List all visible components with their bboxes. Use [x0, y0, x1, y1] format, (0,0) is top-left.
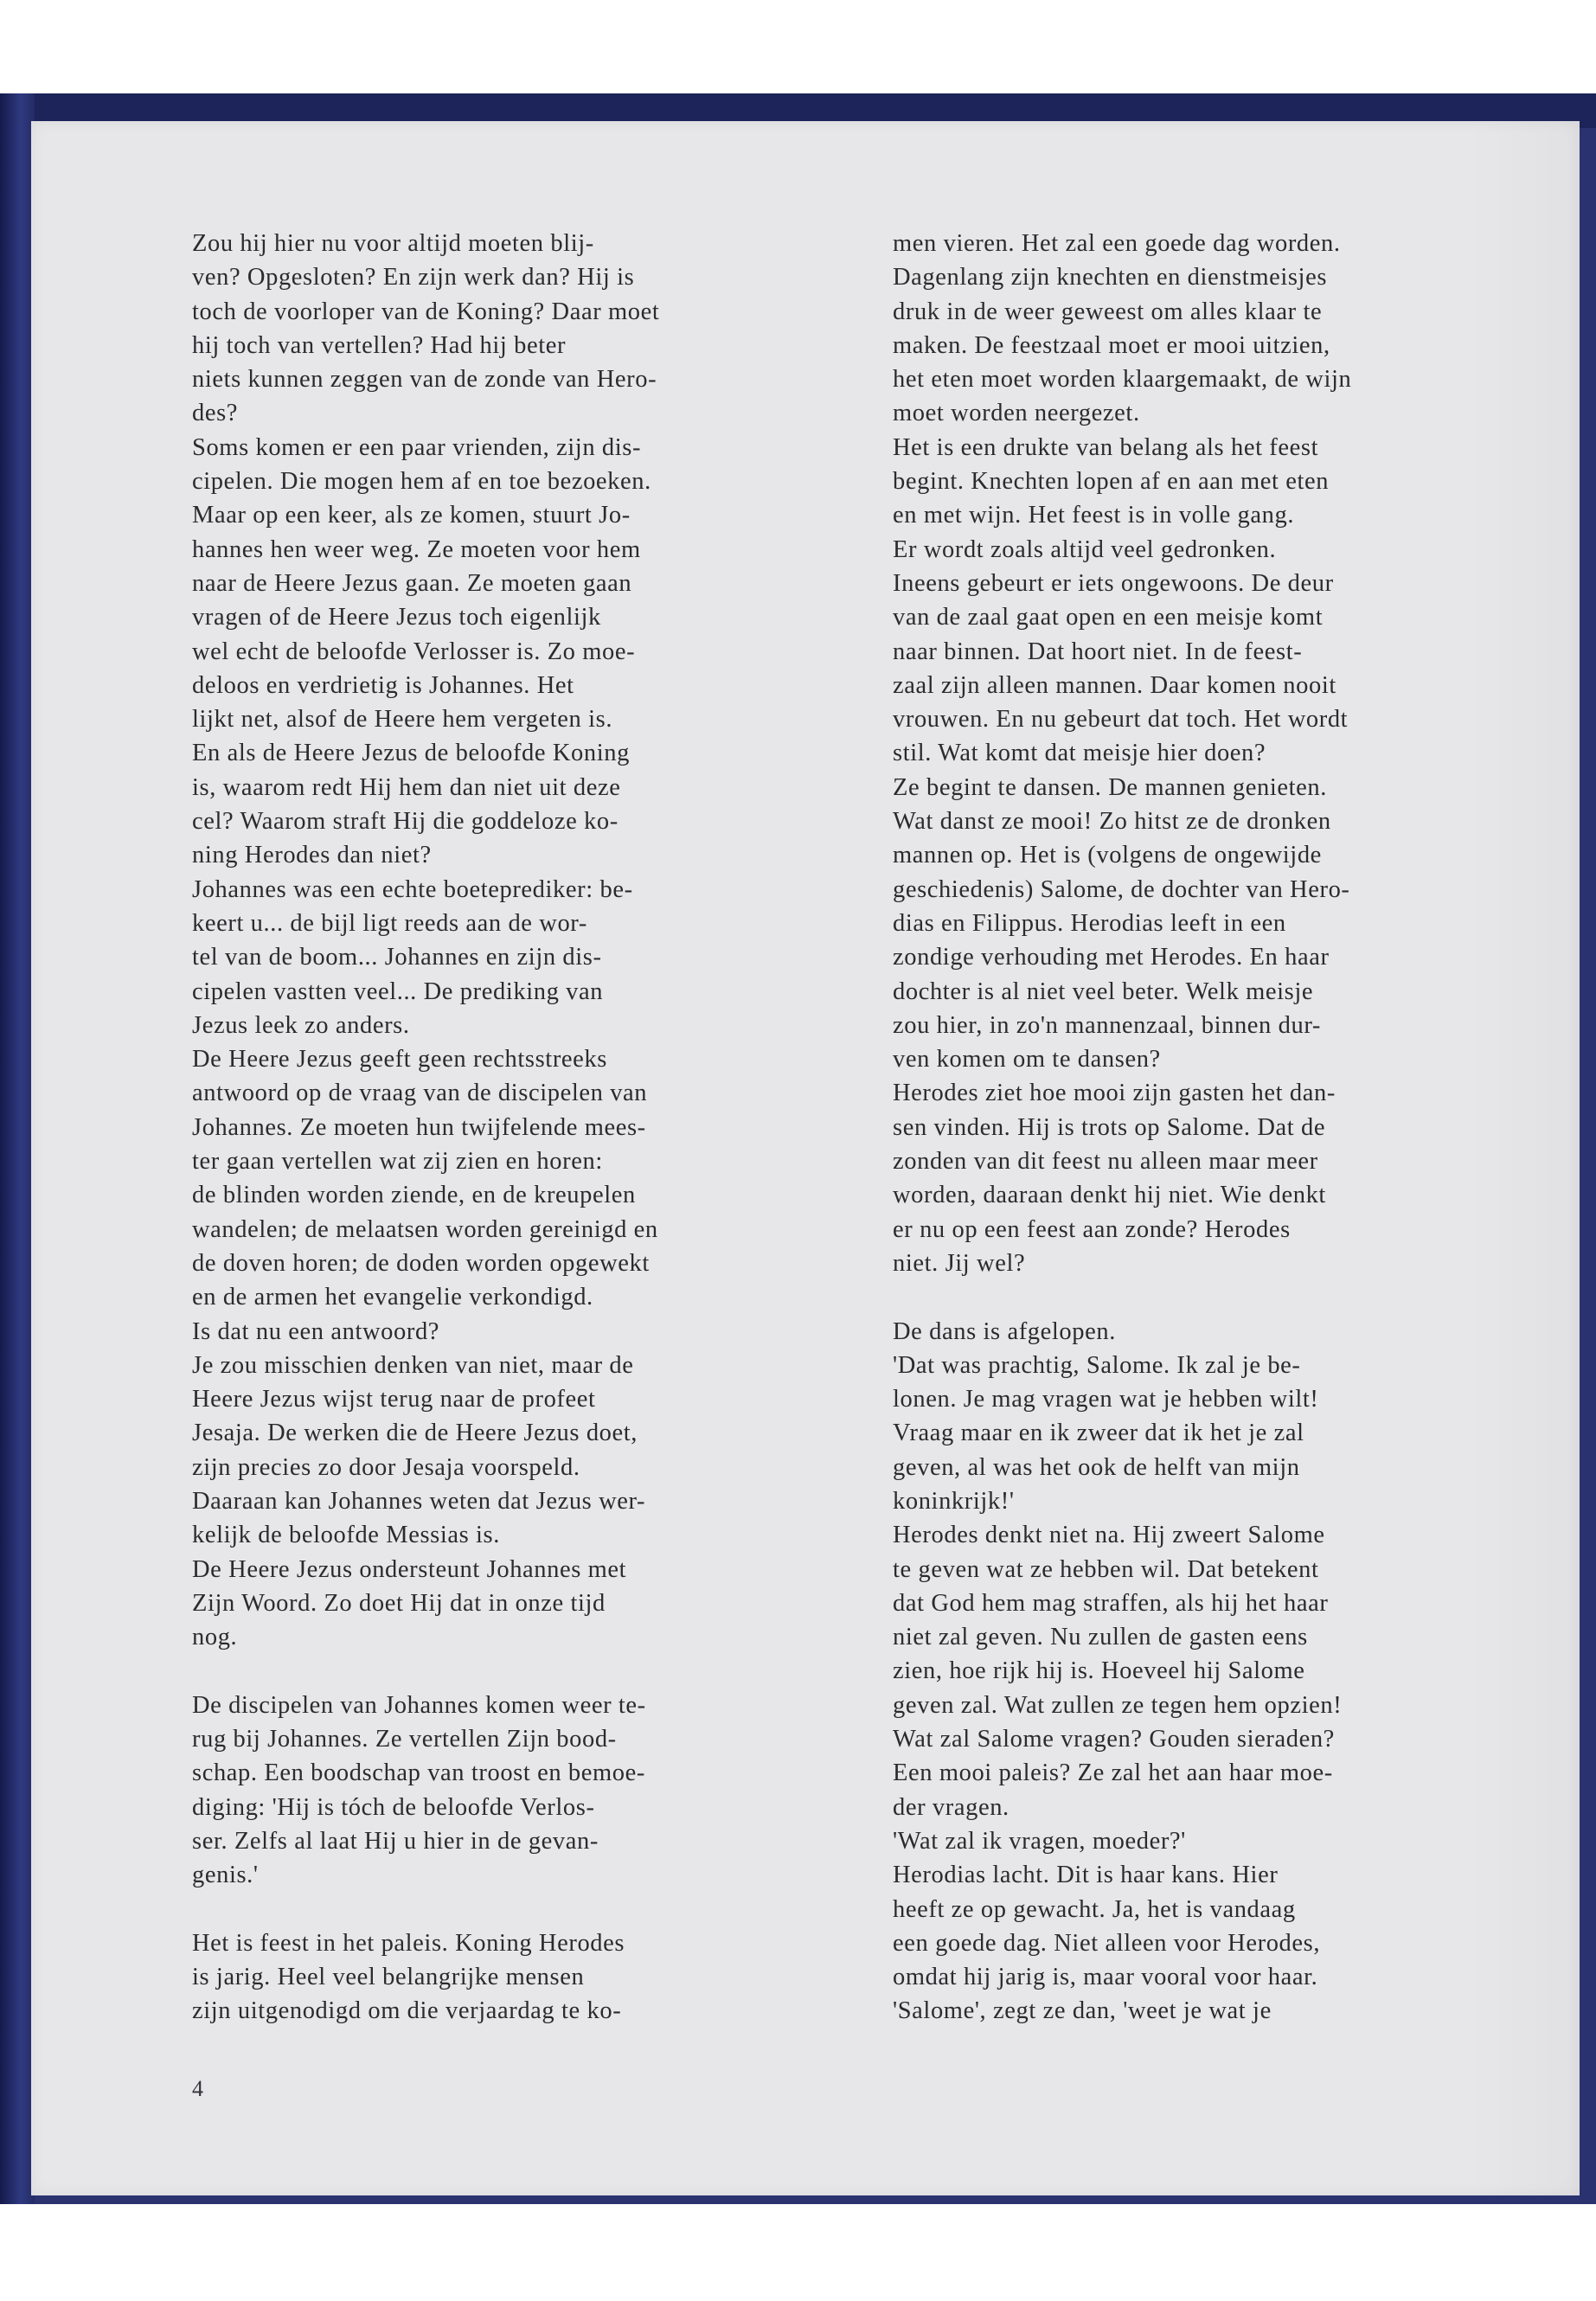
- text-line: De Heere Jezus geeft geen rechtsstreeks: [192, 1046, 607, 1074]
- text-line: en met wijn. Het feest is in volle gang.: [893, 502, 1295, 529]
- text-line: Er wordt zoals altijd veel gedronken.: [893, 535, 1277, 563]
- text-line: nog.: [192, 1624, 238, 1651]
- text-line: mannen op. Het is (volgens de ongewijde: [893, 842, 1322, 869]
- text-line: wel echt de beloofde Verlosser is. Zo moe-: [192, 638, 636, 665]
- text-line: Ze begint te dansen. De mannen genieten.: [893, 773, 1327, 801]
- text-line: lonen. Je mag vragen wat je hebben wilt!: [893, 1386, 1319, 1413]
- text-line: het eten moet worden klaargemaakt, de wijn: [893, 366, 1352, 394]
- text-line: niets kunnen zeggen van de zonde van Hero-: [192, 366, 657, 394]
- text-line: er nu op een feest aan zonde? Herodes: [893, 1215, 1291, 1243]
- text-line: Het is feest in het paleis. Koning Herodes: [192, 1929, 625, 1957]
- text-line: Wat zal Salome vragen? Gouden sieraden?: [893, 1726, 1335, 1753]
- text-line: Herodes ziet hoe mooi zijn gasten het dan-: [893, 1080, 1336, 1107]
- text-line: worden, daaraan denkt hij niet. Wie denkt: [893, 1182, 1326, 1209]
- text-line: zaal zijn alleen mannen. Daar komen nooit: [893, 671, 1336, 699]
- text-line: cipelen. Die mogen hem af en toe bezoeken.: [192, 468, 651, 496]
- text-line: de blinden worden ziende, en de kreupelen: [192, 1182, 636, 1209]
- text-line: Heere Jezus wijst terug naar de profeet: [192, 1386, 596, 1413]
- text-line: Zijn Woord. Zo doet Hij dat in onze tijd: [192, 1589, 606, 1617]
- text-line: Johannes was een echte boeteprediker: be-: [192, 875, 633, 903]
- left-text-column: [192, 227, 815, 2029]
- text-line: heeft ze op gewacht. Ja, het is vandaag: [893, 1895, 1296, 1923]
- text-line: dochter is al niet veel beter. Welk meisje: [893, 977, 1314, 1005]
- text-line: schap. Een boodschap van troost en bemoe-: [192, 1759, 645, 1787]
- text-line: Ineens gebeurt er iets ongewoons. De deur: [893, 569, 1334, 597]
- text-line: Herodes denkt niet na. Hij zweert Salome: [893, 1522, 1325, 1549]
- text-line: moet worden neergezet.: [893, 400, 1140, 427]
- text-line: koninkrijk!': [893, 1487, 1015, 1515]
- text-line: En als de Heere Jezus de beloofde Koning: [192, 740, 630, 767]
- text-line: naar binnen. Dat hoort niet. In de feest-: [893, 638, 1303, 665]
- text-line: Je zou misschien denken van niet, maar de: [192, 1351, 634, 1379]
- text-line: Het is een drukte van belang als het feest: [893, 433, 1319, 461]
- text-line: kelijk de beloofde Messias is.: [192, 1522, 500, 1549]
- text-line: men vieren. Het zal een goede dag worden.: [893, 230, 1341, 257]
- text-line: begint. Knechten lopen af en aan met eten: [893, 468, 1330, 496]
- text-line: Vraag maar en ik zweer dat ik het je zal: [893, 1420, 1304, 1447]
- text-line: Maar op een keer, als ze komen, stuurt Jo-: [192, 502, 631, 529]
- text-line: ter gaan vertellen wat zij zien en horen:: [192, 1148, 603, 1176]
- text-line: Herodias lacht. Dit is haar kans. Hier: [893, 1862, 1279, 1889]
- text-line: Jesaja. De werken die de Heere Jezus doet,: [192, 1420, 638, 1447]
- text-line: 'Salome', zegt ze dan, 'weet je wat je: [893, 1997, 1272, 2025]
- text-line: dias en Filippus. Herodias leeft in een: [893, 909, 1286, 937]
- text-line: zondige verhouding met Herodes. En haar: [893, 944, 1330, 971]
- text-line: een goede dag. Niet alleen voor Herodes,: [893, 1929, 1321, 1957]
- text-line: deloos en verdrietig is Johannes. Het: [192, 671, 574, 699]
- text-line: lijkt net, alsof de Heere hem vergeten is.: [192, 706, 613, 734]
- text-line: cipelen vastten veel... De prediking van: [192, 977, 604, 1005]
- paragraph-break: [192, 1654, 815, 1688]
- text-line: de doven horen; de doden worden opgewekt: [192, 1249, 650, 1277]
- text-line: Zou hij hier nu voor altijd moeten blij-: [192, 230, 594, 257]
- text-line: Wat danst ze mooi! Zo hitst ze de dronken: [893, 808, 1331, 836]
- text-line: Soms komen er een paar vrienden, zijn dis-: [192, 433, 642, 461]
- text-line: is jarig. Heel veel belangrijke mensen: [192, 1964, 585, 1991]
- text-line: Dagenlang zijn knechten en dienstmeisjes: [893, 264, 1328, 292]
- text-line: zijn uitgenodigd om die verjaardag te ko-: [192, 1997, 622, 2025]
- text-line: vragen of de Heere Jezus toch eigenlijk: [192, 604, 601, 631]
- text-line: en de armen het evangelie verkondigd.: [192, 1284, 593, 1311]
- text-line: 'Dat was prachtig, Salome. Ik zal je be-: [893, 1351, 1301, 1379]
- text-line: van de zaal gaat open en een meisje komt: [893, 604, 1324, 631]
- text-line: De Heere Jezus ondersteunt Johannes met: [192, 1555, 627, 1583]
- text-line: ven komen om te dansen?: [893, 1046, 1161, 1074]
- text-line: zonden van dit feest nu alleen maar meer: [893, 1148, 1318, 1176]
- text-line: niet zal geven. Nu zullen de gasten eens: [893, 1624, 1308, 1651]
- text-line: Jezus leek zo anders.: [192, 1011, 410, 1039]
- text-line: maken. De feestzaal moet er mooi uitzien,: [893, 331, 1330, 359]
- text-line: wandelen; de melaatsen worden gereinigd en: [192, 1215, 658, 1243]
- text-line: ser. Zelfs al laat Hij u hier in de gevan-: [192, 1827, 599, 1855]
- page-number: 4: [192, 2076, 203, 2101]
- text-line: is, waarom redt Hij hem dan niet uit deze: [192, 773, 621, 801]
- text-line: der vragen.: [893, 1793, 1010, 1821]
- text-line: ven? Opgesloten? En zijn werk dan? Hij is: [192, 264, 635, 292]
- text-line: hij toch van vertellen? Had hij beter: [192, 331, 567, 359]
- text-line: Is dat nu een antwoord?: [192, 1317, 440, 1345]
- text-line: antwoord op de vraag van de discipelen van: [192, 1080, 648, 1107]
- book-spine: [0, 93, 35, 2204]
- text-line: geschiedenis) Salome, de dochter van Hero-: [893, 875, 1350, 903]
- text-line: geven, al was het ook de helft van mijn: [893, 1453, 1300, 1481]
- text-line: des?: [192, 400, 239, 427]
- text-line: Een mooi paleis? Ze zal het aan haar moe-: [893, 1759, 1333, 1787]
- text-line: keert u... de bijl ligt reeds aan de wor-: [192, 909, 587, 937]
- paragraph-break: [893, 1280, 1516, 1314]
- text-line: zou hier, in zo'n mannenzaal, binnen dur-: [893, 1011, 1321, 1039]
- text-line: De discipelen van Johannes komen weer te-: [192, 1691, 646, 1719]
- text-line: stil. Wat komt dat meisje hier doen?: [893, 740, 1266, 767]
- text-line: toch de voorloper van de Koning? Daar moet: [192, 298, 660, 325]
- text-line: De dans is afgelopen.: [893, 1317, 1116, 1345]
- text-line: hannes hen weer weg. Ze moeten voor hem: [192, 535, 641, 563]
- text-line: cel? Waarom straft Hij die goddeloze ko-: [192, 808, 619, 836]
- text-line: sen vinden. Hij is trots op Salome. Dat de: [893, 1113, 1326, 1141]
- text-line: geven zal. Wat zullen ze tegen hem opzien!: [893, 1691, 1343, 1719]
- text-line: rug bij Johannes. Ze vertellen Zijn bood-: [192, 1726, 617, 1753]
- text-line: omdat hij jarig is, maar vooral voor haar.: [893, 1964, 1318, 1991]
- text-line: te geven wat ze hebben wil. Dat betekent: [893, 1555, 1319, 1583]
- text-line: vrouwen. En nu gebeurt dat toch. Het wordt: [893, 706, 1349, 734]
- text-line: naar de Heere Jezus gaan. Ze moeten gaan: [192, 569, 632, 597]
- text-line: druk in de weer geweest om alles klaar te: [893, 298, 1323, 325]
- text-line: dat God hem mag straffen, als hij het haar: [893, 1589, 1329, 1617]
- text-line: 'Wat zal ik vragen, moeder?': [893, 1827, 1186, 1855]
- text-line: genis.': [192, 1862, 259, 1889]
- text-line: ning Herodes dan niet?: [192, 842, 432, 869]
- text-line: niet. Jij wel?: [893, 1249, 1026, 1277]
- text-line: tel van de boom... Johannes en zijn dis-: [192, 944, 602, 971]
- paragraph-break: [192, 1893, 815, 1926]
- text-line: Johannes. Ze moeten hun twijfelende mees-: [192, 1113, 646, 1141]
- text-line: zijn precies zo door Jesaja voorspeld.: [192, 1453, 580, 1481]
- text-line: Daaraan kan Johannes weten dat Jezus wer-: [192, 1487, 646, 1515]
- text-line: zien, hoe rijk hij is. Hoeveel hij Salome: [893, 1657, 1305, 1685]
- right-text-column: [893, 227, 1516, 2029]
- text-line: diging: 'Hij is tóch de beloofde Verlos-: [192, 1793, 595, 1821]
